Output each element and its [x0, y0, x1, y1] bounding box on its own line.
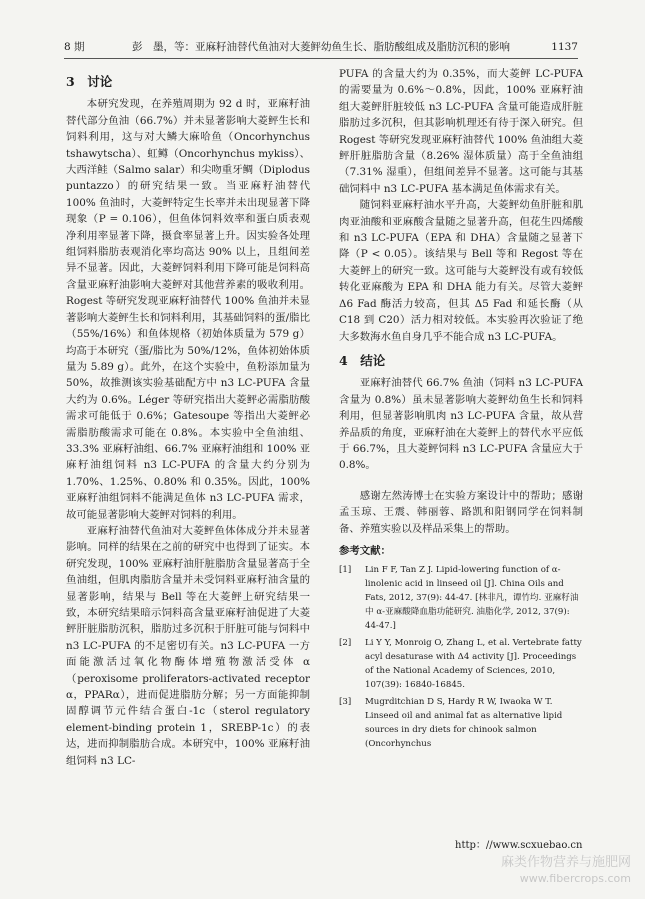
issue-number: 8 期	[64, 41, 85, 53]
reference-item	[339, 695, 583, 751]
reference-number: [1]	[339, 565, 352, 576]
reference-text: Lin F F, Tan Z J. Lipid-lowering function of α-linolenic acid in linseed oil [J]. China Oils and Fats, 2012, 37(9): 44-47. [林非凡，谭竹均. 亚麻籽油中 α-亚麻酸降血脂功能研究. 油脂化学, 2012, 37(9): 44-47.]	[365, 565, 579, 632]
discussion-paragraph-1: 本研究发现，在养殖周期为 92 d 时，亚麻籽油替代部分鱼油（66.7%）并未显著影响大菱鲆生长和饲料利用，这与对大鳞大麻哈鱼（Oncorhynchus tshawytscha）、虹鳟（Oncorhynchus mykiss）、大西洋鲑（Salmo salar）和尖吻重牙鲷（Diplodus puntazzo）的研究结果一致。当亚麻籽油替代 100% 鱼油时，大菱鲆特定生长率并未出现显著下降现象（P = 0.106），但鱼体饲料效率和蛋白质表观净利用率显著下降，摄食率显著上升。因实验各处理组饲料脂肪表观消化率均高达 90% 以上，且组间差异不显著。因此，大菱鲆饲料利用下降可能是饲料高含量亚麻籽油影响大菱鲆对其他营养素的吸收利用。Rogest 等研究发现亚麻籽油替代 100% 鱼油并未显著影响大菱鲆生长和饲料利用，其基础饲料的蛋/脂比（55%/16%）和鱼体规格（初始体质量为 579 g）均高于本研究（蛋/脂比为 50%/12%，鱼体初始体质量为 5.89 g）。此外，在这个实验中，鱼粉添加量为 50%，故推测该实验基础配方中 n3 LC-PUFA 含量大约为 0.6%。Léger 等研究指出大菱鲆必需脂肪酸需求可能低于 0.6%；Gatesoupe 等指出大菱鲆必需脂肪酸需求可能在 0.8%。本实验中全鱼油组、33.3% 亚麻籽油组、66.7% 亚麻籽油组和 100% 亚麻籽油组饲料 n3 LC-PUFA 的含量大约分别为 1.70%、1.25%、0.80% 和 0.35%。因此，100% 亚麻籽油组饲料不能满足鱼体 n3 LC-PUFA 需求，故可能显著影响大菱鲆对饲料的利用。	[66, 98, 311, 521]
references-heading: 参考文献：	[339, 544, 391, 557]
reference-number: [2]	[339, 638, 352, 649]
discussion-paragraph-4: 随饲料亚麻籽油水平升高，大菱鲆幼鱼肝脏和肌肉亚油酸和亚麻酸含量随之显著升高，但花生四烯酸和 n3 LC-PUFA（EPA 和 DHA）含量随之显著下降（P < 0.05）。该结果与 Bell 等和 Regost 等在大菱鲆上的研究一致。这可能与大菱鲆没有或有较低转化亚麻酸为 EPA 和 DHA 能力有关。尽管大菱鲆 Δ6 Fad 酶活力较高，但其 Δ5 Fad 和延长酶（从 C18 到 C20）活力相对较低。本实验再次验证了绝大多数海水鱼自身几乎不能合成 n3 LC-PUFA。	[339, 199, 583, 343]
reference-list	[339, 563, 583, 751]
watermark	[501, 855, 631, 887]
journal-url: http：//www.scxuebao.cn	[455, 840, 583, 851]
discussion-paragraph-2: 亚麻籽油替代鱼油对大菱鲆鱼体体成分并未显著影响。同样的结果在之前的研究中也得到了证实。本研究发现，100% 亚麻籽油肝脏脂肪含量显著高于全鱼油组，但肌肉脂肪含量并未受饲料亚麻籽油含量的显著影响，结果与 Bell 等在大菱鲆上研究结果一致，本研究结果暗示饲料高含量亚麻籽油促进了大菱鲆肝脏脂肪沉积，脂肪过多沉积于肝脏可能与饲料中 n3 LC-PUFA 的不足密切有关。n3 LC-PUFA 一方面能激活过氧化物酶体增殖物激活受体 α（peroxisome proliferators-activated receptor α，PPARα），进而促进脂肪分解；另一方面能抑制固醇调节元件结合蛋白-1c（sterol regulatory element-binding protein 1，SREBP-1c）的表达，进而抑制脂肪合成。本研究中，100% 亚麻籽油组饲料 n3 LC-	[66, 524, 310, 767]
acknowledgement-paragraph: 感谢左然涛博士在实验方案设计中的帮助；感谢孟玉琼、王震、韩丽蓉、路凯和阳钢同学在饲料制备、养殖实验以及样品采集上的帮助。	[339, 489, 583, 535]
reference-item	[339, 563, 583, 633]
reference-text: Mugrditchian D S, Hardy R W, Iwaoka W T. Linseed oil and animal fat as alternative lipid sources in dry diets for chinook salmon (Oncorhynchus	[365, 697, 563, 750]
watermark-url: www.fibercrops.com	[519, 872, 631, 885]
conclusion-paragraph: 亚麻籽油替代 66.7% 鱼油（饲料 n3 LC-PUFA 含量为 0.8%）虽未显著影响大菱鲆幼鱼生长和饲料利用，但显著影响肌肉 n3 LC-PUFA 含量，故从营养品质的角度，亚麻籽油在大菱鲆上的替代水平应低于 66.7%，且大菱鲆饲料 n3 LC-PUFA 含量应大于 0.8%。	[339, 377, 583, 472]
discussion-paragraph-3: PUFA 的含量大约为 0.35%，而大菱鲆 LC-PUFA 的需要量为 0.6%～0.8%，因此，100% 亚麻籽油组大菱鲆肝脏较低 n3 LC-PUFA 含量可能造成肝脏脂肪过多沉积，但其影响机理还有待于深入研究。但 Rogest 等研究发现亚麻籽油替代 100% 鱼油组大菱鲆肝脏脂肪含量（8.26% 湿体质量）高于全鱼油组（7.31% 湿重），但组间差异不显著。这可能与其基础饲料中 n3 LC-PUFA 基本满足鱼体需求有关。	[339, 68, 583, 195]
running-title: 彭 墨，等：亚麻籽油替代鱼油对大菱鲆幼鱼生长、脂肪酸组成及脂肪沉积的影响	[132, 41, 510, 53]
reference-item	[339, 636, 583, 692]
watermark-site-name: 麻类作物营养与施肥网	[500, 855, 631, 870]
discussion-heading: 3 讨论	[66, 74, 113, 89]
right-column	[339, 66, 583, 754]
conclusion-heading: 4 结论	[339, 352, 386, 368]
left-column	[66, 66, 310, 769]
reference-number: [3]	[339, 697, 352, 708]
page-number: 1137	[551, 41, 578, 53]
reference-text: Li Y Y, Monroig O, Zhang L, et al. Vertebrate fatty acyl desaturase with Δ4 activity [J]. Proceedings of the National Academy of Sciences, 2010, 107(39): 16840-16845.	[365, 638, 582, 691]
page-header	[64, 36, 578, 59]
